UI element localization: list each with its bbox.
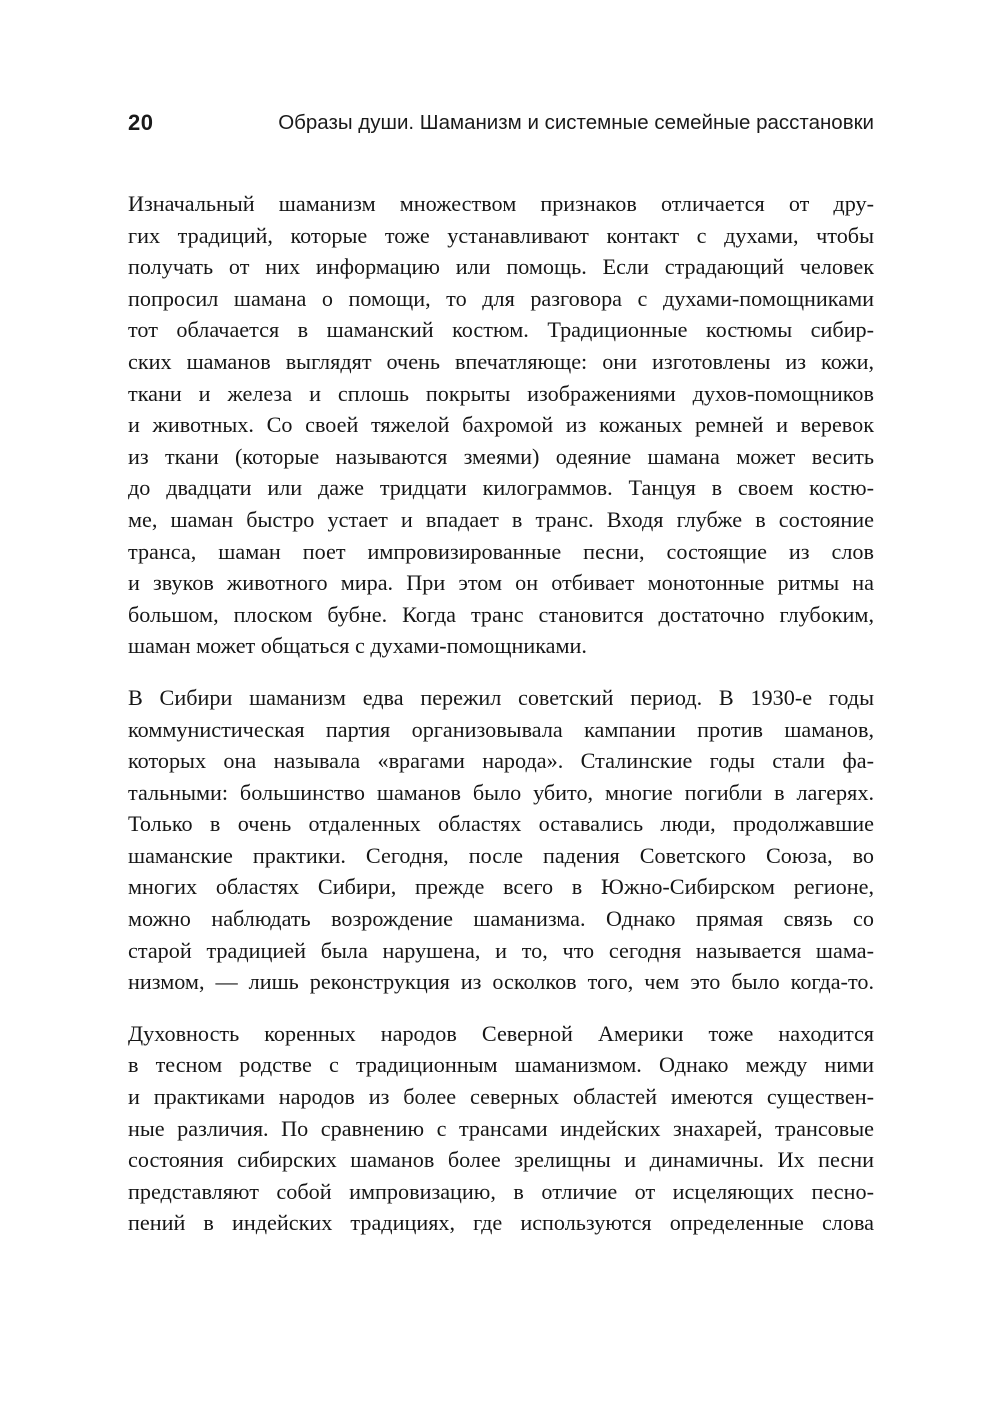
text-line: состояния сибирских шаманов более зрелищны и динамичны. Их песни <box>128 1147 874 1173</box>
text-line: и практиками народов из более северных областей имеются существен- <box>128 1084 874 1110</box>
text-line: Только в очень отдаленных областях оставались люди, продолжавшие <box>128 811 874 837</box>
page-number: 20 <box>128 110 154 135</box>
text-line: шаманские практики. Сегодня, после падения Советского Союза, во <box>128 842 874 868</box>
paragraph <box>128 682 874 998</box>
text-line: из ткани (которые называются змеями) одеяние шамана может весить <box>128 443 874 469</box>
text-line: гих традиций, которые тоже устанавливают контакт с духами, чтобы <box>128 222 874 248</box>
text-line: пений в индейских традициях, где используются определенные слова <box>128 1210 874 1236</box>
text-line: представляют собой импровизацию, в отличие от исцеляющих песно- <box>128 1178 874 1204</box>
text-line: ные различия. По сравнению с трансами индейских знахарей, трансовые <box>128 1115 874 1141</box>
text-line: и звуков животного мира. При этом он отбивает монотонные ритмы на <box>128 570 874 596</box>
text-line: Изначальный шаманизм множеством признаков отличается от дру- <box>128 191 874 216</box>
text-line: старой традицией была нарушена, и то, что сегодня называется шама- <box>128 937 874 963</box>
body-text <box>128 188 874 1259</box>
text-line: попросил шамана о помощи, то для разговора с духами-помощниками <box>128 285 874 311</box>
text-line: ткани и железа и сплошь покрыты изображениями духов-помощников <box>128 380 874 406</box>
text-line: Духовность коренных народов Северной Америки тоже находится <box>128 1020 874 1046</box>
page-header <box>128 110 874 144</box>
text-line: многих областях Сибири, прежде всего в Южно-Сибирском регионе, <box>128 874 874 900</box>
text-line: в тесном родстве с традиционным шаманизмом. Однако между ними <box>128 1052 874 1078</box>
text-line: ских шаманов выглядят очень впечатляюще: они изготовлены из кожи, <box>128 348 874 374</box>
text-line: коммунистическая партия организовывала кампании против шаманов, <box>128 716 874 742</box>
text-line: транса, шаман поет импровизированные песни, состоящие из слов <box>128 538 874 564</box>
text-line: шаман может общаться с духами-помощниками. <box>128 633 587 659</box>
text-line: до двадцати или даже тридцати килограммов. Танцуя в своем костю- <box>128 475 874 501</box>
text-line: ме, шаман быстро устает и впадает в транс. Входя глубже в состояние <box>128 506 874 532</box>
text-line: которых она называла «врагами народа». Сталинские годы стали фа- <box>128 748 874 774</box>
text-line: можно наблюдать возрождение шаманизма. Однако прямая связь со <box>128 906 874 932</box>
paragraph <box>128 1018 874 1239</box>
text-line: большом, плоском бубне. Когда транс становится достаточно глубоким, <box>128 601 874 627</box>
text-line: тальными: большинство шаманов было убито, многие погибли в лагерях. <box>128 779 874 805</box>
text-line: тот облачается в шаманский костюм. Традиционные костюмы сибир- <box>128 317 874 343</box>
text-line: и животных. Со своей тяжелой бахромой из кожаных ремней и веревок <box>128 412 874 438</box>
text-line: низмом, — лишь реконструкция из осколков того, чем это было когда-то. <box>128 969 874 995</box>
paragraph <box>128 188 874 662</box>
text-line: получать от них информацию или помощь. Если страдающий человек <box>128 254 874 280</box>
text-line: В Сибири шаманизм едва пережил советский период. В 1930-е годы <box>128 684 874 710</box>
running-title: Образы души. Шаманизм и системные семейные расстановки <box>278 111 874 134</box>
